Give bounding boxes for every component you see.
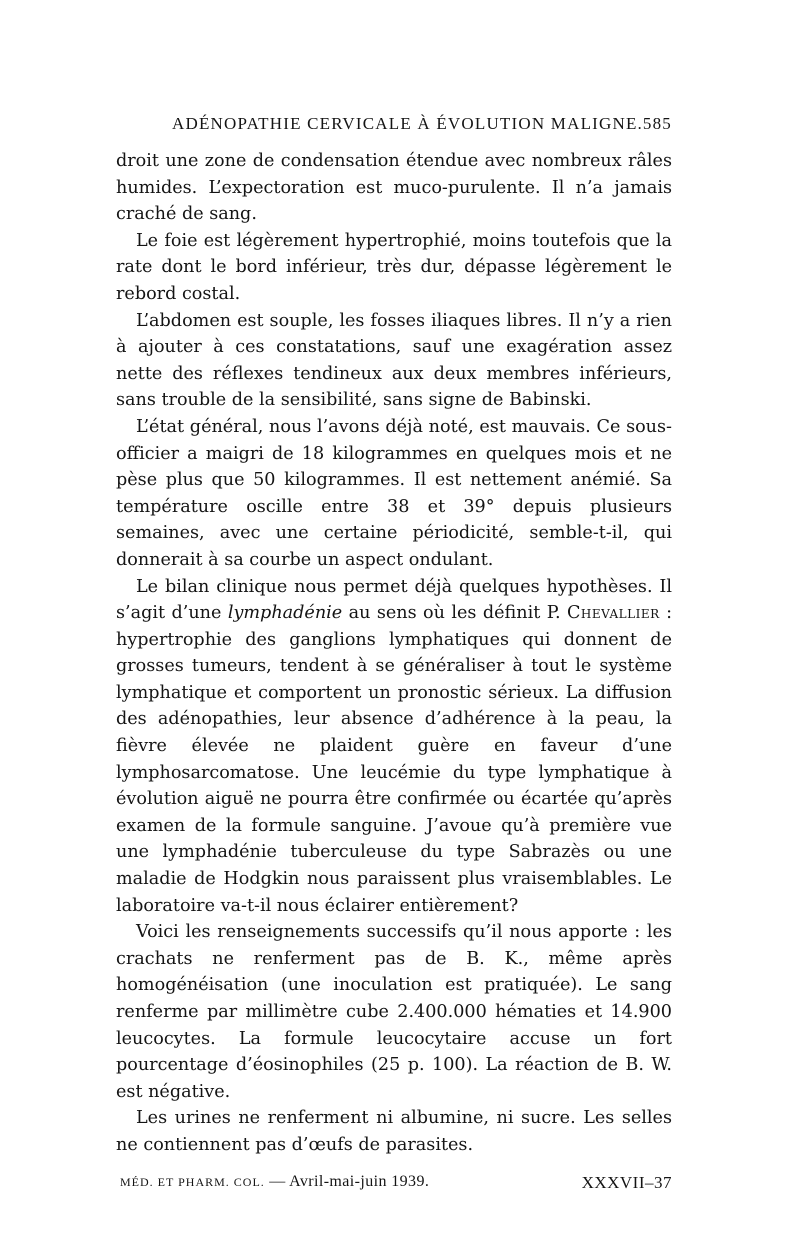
assessment-text-a: Le bilan clinique nous permet déjà quelques hypothèses. Il s’agit d’une xyxy=(116,576,672,624)
document-page xyxy=(116,112,672,1199)
running-title: ADÉNOPATHIE CERVICALE À ÉVOLUTION MALIGNE. xyxy=(172,114,644,133)
footer-journal-line xyxy=(120,1173,429,1191)
page-number: 585 xyxy=(642,114,672,133)
paragraph-lab-results: Voici les renseignements successifs qu’il nous apporte : les crachats ne renferment pas de B. K., même après homogénéisation (une inoculation est pratiquée). Le sang renferme par millimètre cube 2.400.000 hématies et 14.900 leucocytes. La formule leucocytaire accuse un fort pourcentage d’éosinophiles (25 p. 100). La réaction de B. W. est négative. xyxy=(116,922,672,1102)
term-lymphadenie: lymphadénie xyxy=(227,603,343,624)
journal-issue: — Avril-mai-juin 1939. xyxy=(264,1172,430,1190)
page-footer xyxy=(116,1173,672,1199)
author-chevallier: Chevallier xyxy=(566,603,660,624)
paragraph-clinical-assessment xyxy=(116,574,672,920)
paragraph-urine-stool: Les urines ne renferment ni albumine, ni sucre. Les selles ne contiennent pas d’œufs de parasites. xyxy=(116,1108,672,1155)
paragraph-abdomen: L’abdomen est souple, les fosses iliaques libres. Il n’y a rien à ajouter à ces constatations, sauf une exagération assez nette des réflexes tendineux aux deux membres inférieurs, sans trouble de la sensibilité, sans signe de Babinski. xyxy=(116,310,672,411)
running-header xyxy=(116,112,672,148)
journal-name: MÉD. ET PHARM. COL. xyxy=(120,1174,265,1189)
paragraph-lungs: droit une zone de condensation étendue avec nombreux râles humides. L’expectoration est muco-purulente. Il n’a jamais craché de sang. xyxy=(116,151,672,225)
assessment-text-b: au sens où les définit P. xyxy=(342,603,567,624)
body-text xyxy=(116,148,672,1159)
signature-mark: XXXVII–37 xyxy=(581,1172,672,1192)
assessment-text-c: : hypertrophie des ganglions lymphatiques qui donnent de grosses tumeurs, tendent à se généraliser à tout le système lymphatique et comportent un pronostic sérieux. La diffusion des adénopathies, leur absence d’adhérence à la peau, la fièvre élevée ne plaident guère en faveur d’une lymphosarcomatose. Une leucémie du type lymphatique à évolution aiguë ne pourra être confirmée ou écartée qu’après examen de la formule sanguine. J’avoue qu’à première vue une lymphadénie tuberculeuse du type Sabrazès ou une maladie de Hodgkin nous paraissent plus vraisemblables. Le laboratoire va-t-il nous éclairer entièrement? xyxy=(116,603,672,916)
paragraph-general-state: L’état général, nous l’avons déjà noté, est mauvais. Ce sous-officier a maigri de 18 kilogrammes en quelques mois et ne pèse plus que 50 kilogrammes. Il est nettement anémié. Sa température oscille entre 38 et 39° depuis plusieurs semaines, avec une certaine périodicité, semble-t-il, qui donnerait à sa courbe un aspect ondulant. xyxy=(116,416,672,570)
paragraph-liver: Le foie est légèrement hypertrophié, moins toutefois que la rate dont le bord inférieur, très dur, dépasse légèrement le rebord costal. xyxy=(116,230,672,304)
